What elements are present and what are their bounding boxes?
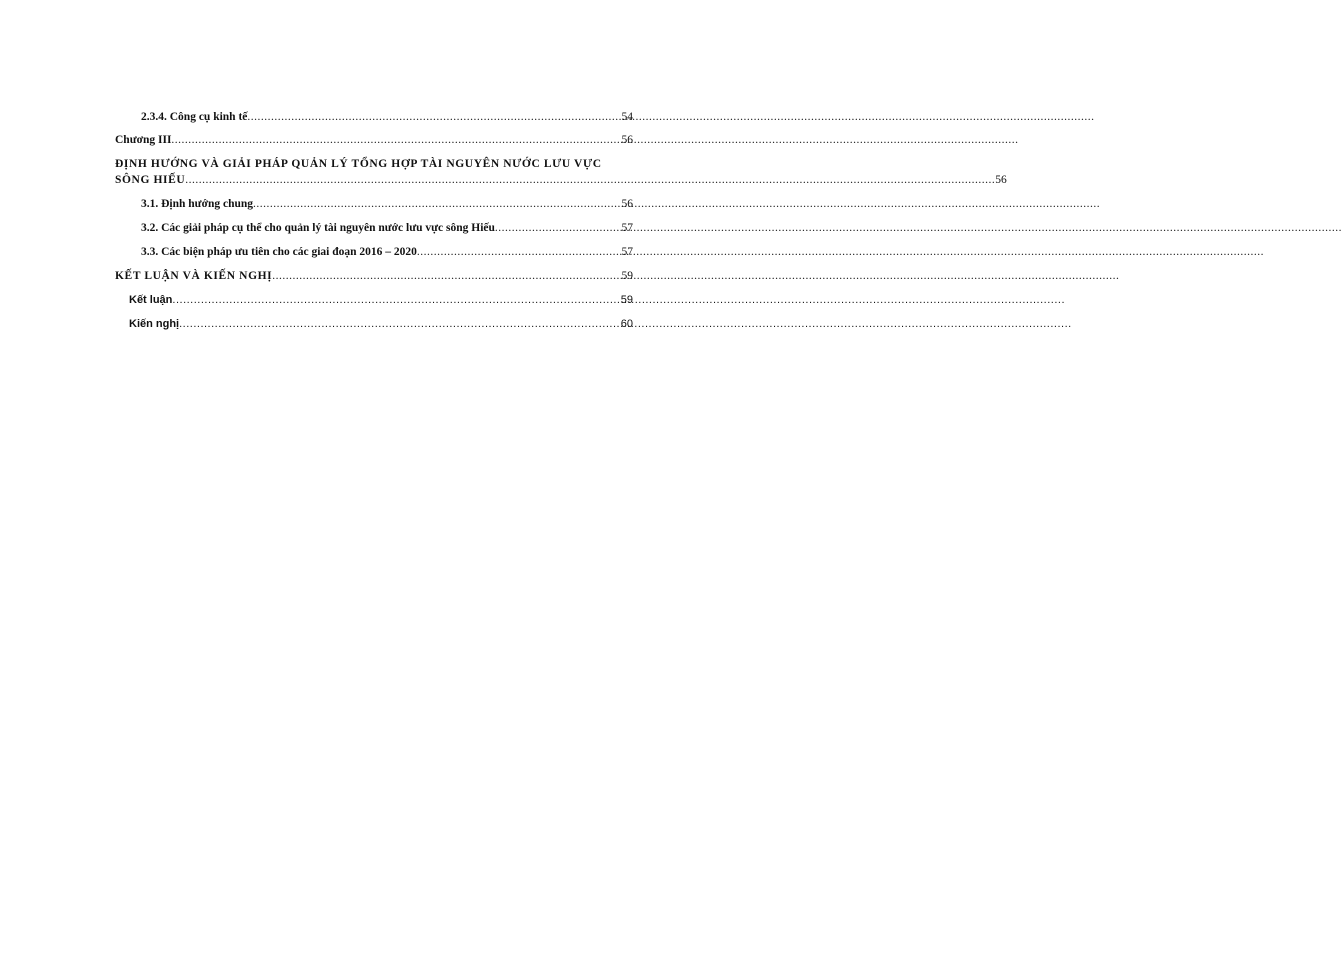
toc-entry-2-3-4[interactable] bbox=[115, 110, 633, 125]
toc-page-number: 56 bbox=[995, 174, 1007, 186]
toc-dot-leader bbox=[172, 293, 619, 308]
toc-dot-leader bbox=[179, 317, 620, 332]
toc-entry-3-3[interactable] bbox=[115, 245, 633, 260]
toc-entry-title: 3.3. Các biện pháp ưu tiên cho các giai đoạn 2016 – 2020 bbox=[141, 246, 417, 258]
toc-entry-title: 3.2. Các giải pháp cụ thể cho quản lý tài nguyên nước lưu vực sông Hiếu bbox=[141, 222, 495, 234]
toc-page-number: 57 bbox=[621, 246, 633, 258]
toc-entry-title: 2.3.4. Công cụ kinh tế bbox=[141, 111, 248, 123]
toc-entry-title-line1: ĐỊNH HƯỚNG VÀ GIẢI PHÁP QUẢN LÝ TỔNG HỢP TÀI NGUYÊN NƯỚC LƯU VỰC bbox=[115, 158, 602, 170]
table-of-contents bbox=[115, 110, 1007, 332]
toc-entry-3-2[interactable] bbox=[115, 221, 633, 236]
toc-dot-leader bbox=[253, 197, 620, 212]
toc-page-number: 59 bbox=[621, 270, 633, 282]
toc-entry-ket-luan[interactable] bbox=[115, 293, 633, 308]
toc-page-number: 59 bbox=[620, 294, 633, 306]
toc-entry-chuong-iii[interactable] bbox=[115, 133, 633, 148]
toc-entry-ket-luan-kien-nghi[interactable] bbox=[115, 269, 633, 284]
toc-page-number: 56 bbox=[621, 134, 633, 146]
toc-entry-kien-nghi[interactable] bbox=[115, 317, 633, 332]
toc-dot-leader bbox=[272, 269, 620, 284]
toc-page-number: 56 bbox=[621, 198, 633, 210]
toc-dot-leader bbox=[171, 133, 620, 148]
toc-page-number: 57 bbox=[621, 222, 633, 234]
toc-entry-title-line2: SÔNG HIẾU bbox=[115, 174, 186, 186]
toc-entry-title: 3.1. Định hướng chung bbox=[141, 198, 254, 210]
toc-dot-leader bbox=[247, 110, 620, 125]
toc-page-number: 54 bbox=[621, 111, 633, 123]
toc-dot-leader bbox=[495, 221, 621, 236]
toc-page-number: 60 bbox=[620, 318, 633, 330]
toc-entry-title: KẾT LUẬN VÀ KIẾN NGHỊ bbox=[115, 270, 273, 282]
toc-dot-leader bbox=[417, 245, 621, 260]
toc-dot-leader: ................................................................................................................................................................................................................................................ bbox=[185, 174, 996, 186]
toc-entry-title: Chương III bbox=[115, 134, 172, 146]
toc-entry-title: Kết luận bbox=[129, 294, 173, 306]
toc-entry-chapter-3-title[interactable] bbox=[115, 156, 1007, 188]
toc-entry-title: Kiến nghị bbox=[129, 318, 180, 330]
toc-entry-3-1[interactable] bbox=[115, 197, 633, 212]
